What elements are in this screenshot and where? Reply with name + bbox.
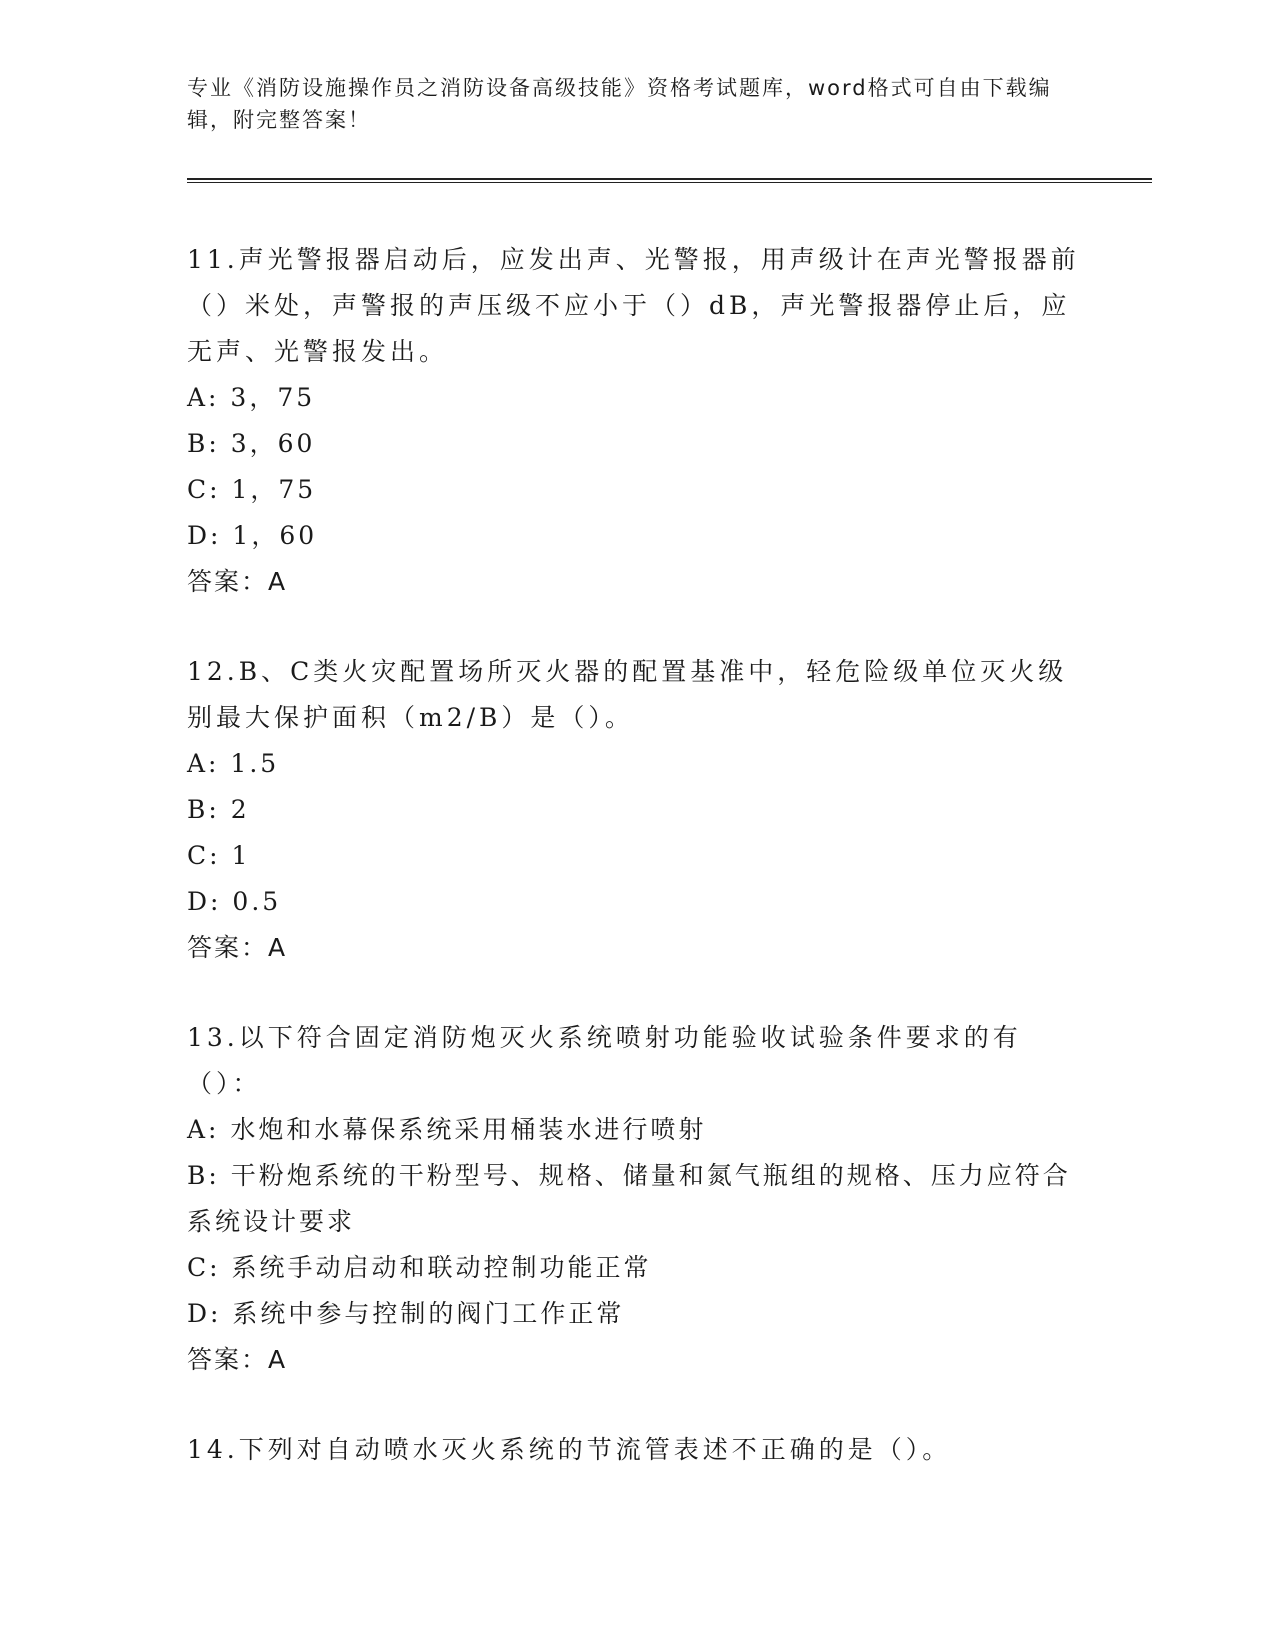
- option-c: C: 系统手动启动和联动控制功能正常: [187, 1253, 652, 1282]
- option-d: D: 0.5: [187, 887, 282, 916]
- answer-line: 答案：A: [187, 1345, 288, 1374]
- option-b: B: 干粉炮系统的干粉型号、规格、储量和氮气瓶组的规格、压力应符合系统设计要求: [187, 1161, 1071, 1236]
- question-12: [187, 649, 1087, 971]
- question-11: [187, 237, 1087, 605]
- option-d: D: 1，60: [187, 521, 318, 550]
- question-stem: 13.以下符合固定消防炮灭火系统喷射功能验收试验条件要求的有（）：: [187, 1023, 1022, 1098]
- option-a: A: 水炮和水幕保系统采用桶装水进行喷射: [187, 1115, 707, 1144]
- question-stem: 12.B、C类火灾配置场所灭火器的配置基准中，轻危险级单位灭火级别最大保护面积（m2/B）是（）。: [187, 657, 1068, 732]
- option-a: A: 3，75: [187, 383, 316, 412]
- answer-line: 答案：A: [187, 933, 288, 962]
- option-c: C: 1: [187, 841, 251, 870]
- option-b: B: 2: [187, 795, 250, 824]
- option-b: B: 3，60: [187, 429, 316, 458]
- header-divider: [187, 178, 1152, 183]
- question-13: [187, 1015, 1087, 1383]
- option-c: C: 1，75: [187, 475, 317, 504]
- document-header: 专业《消防设施操作员之消防设备高级技能》资格考试题库，word格式可自由下载编辑，附完整答案！: [187, 76, 1052, 132]
- question-14: [187, 1427, 1087, 1473]
- option-a: A: 1.5: [187, 749, 280, 778]
- question-stem: 14.下列对自动喷水灭火系统的节流管表述不正确的是（）。: [187, 1435, 952, 1464]
- question-list: [187, 237, 1087, 1517]
- question-stem: 11.声光警报器启动后，应发出声、光警报，用声级计在声光警报器前（）米处，声警报的声压级不应小于（）dB，声光警报器停止后，应无声、光警报发出。: [187, 245, 1080, 366]
- option-d: D: 系统中参与控制的阀门工作正常: [187, 1299, 625, 1328]
- answer-line: 答案：A: [187, 567, 288, 596]
